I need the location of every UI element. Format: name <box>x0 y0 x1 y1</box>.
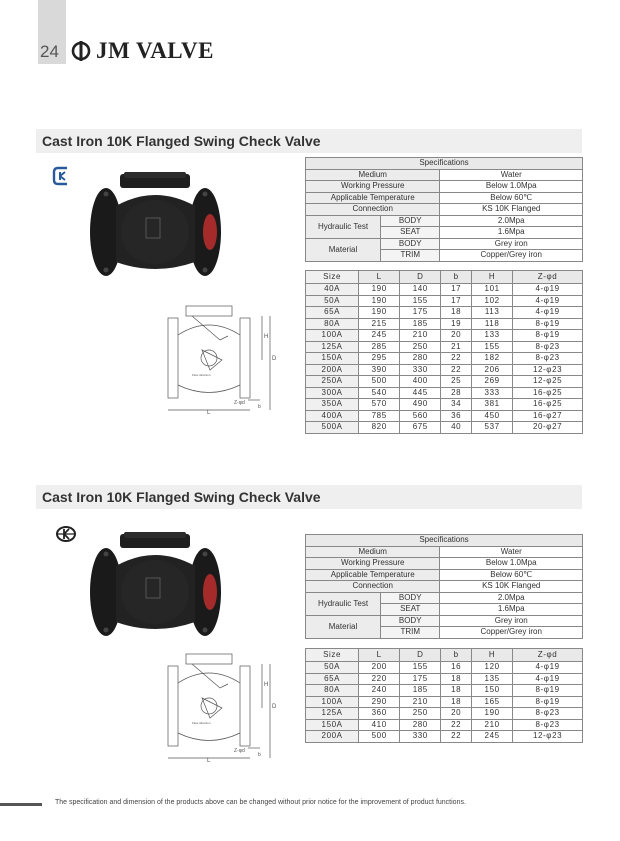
column-header: D <box>400 271 441 284</box>
table-cell: 785 <box>359 410 400 422</box>
drawing-label-h: H <box>264 334 269 340</box>
spec-value: Below 60℃ <box>440 192 583 204</box>
table-cell: 25 <box>441 376 472 388</box>
table-cell: 22 <box>441 353 472 365</box>
spec-table <box>305 157 583 262</box>
table-cell: 285 <box>359 341 400 353</box>
table-cell: 19 <box>441 318 472 330</box>
table-cell: 155 <box>400 295 441 307</box>
table-cell: 250A <box>306 376 359 388</box>
table-cell: 4-φ19 <box>513 307 583 319</box>
spec-value: KS 10K Flanged <box>440 204 583 216</box>
table-row <box>306 364 583 376</box>
column-header: D <box>400 649 441 662</box>
table-cell: 120 <box>472 662 513 674</box>
table-cell: 675 <box>400 422 441 434</box>
dimension-table <box>305 270 583 434</box>
table-cell: 65A <box>306 673 359 685</box>
valve-dimension-drawing <box>162 648 302 763</box>
column-header: L <box>359 271 400 284</box>
column-header: b <box>441 271 472 284</box>
table-row <box>306 307 583 319</box>
table-cell: 80A <box>306 318 359 330</box>
table-cell: 22 <box>441 719 472 731</box>
spec-value: 2.0Mpa <box>440 592 583 604</box>
table-row <box>306 376 583 388</box>
table-cell: 8-φ19 <box>513 318 583 330</box>
table-cell: 12-φ23 <box>513 364 583 376</box>
table-row <box>306 731 583 743</box>
table-cell: 190 <box>359 284 400 296</box>
table-cell: 450 <box>472 410 513 422</box>
table-cell: 118 <box>472 318 513 330</box>
section-title: Cast Iron 10K Flanged Swing Check Valve <box>42 133 321 149</box>
table-cell: 20-φ27 <box>513 422 583 434</box>
table-row <box>306 410 583 422</box>
table-row <box>306 353 583 365</box>
table-cell: 560 <box>400 410 441 422</box>
drawing-label-zd: Z-φd <box>234 400 245 406</box>
page-number: 24 <box>40 42 59 61</box>
table-cell: 17 <box>441 284 472 296</box>
table-cell: 8-φ23 <box>513 719 583 731</box>
table-cell: 240 <box>359 685 400 697</box>
column-header: H <box>472 649 513 662</box>
table-row <box>306 673 583 685</box>
table-cell: 12-φ23 <box>513 731 583 743</box>
table-row <box>306 422 583 434</box>
table-row <box>306 330 583 342</box>
table-cell: 445 <box>400 387 441 399</box>
table-cell: 381 <box>472 399 513 411</box>
table-header-row <box>306 649 583 662</box>
table-cell: 18 <box>441 673 472 685</box>
table-cell: 300A <box>306 387 359 399</box>
ks-mark-icon <box>55 524 77 544</box>
column-header: Size <box>306 271 359 284</box>
dimension-table <box>305 648 583 743</box>
table-cell: 20 <box>441 708 472 720</box>
table-cell: 290 <box>359 696 400 708</box>
table-cell: 210 <box>472 719 513 731</box>
spec-label: Material <box>306 615 381 638</box>
table-cell: 155 <box>400 662 441 674</box>
table-cell: 490 <box>400 399 441 411</box>
spec-label: Applicable Temperature <box>306 192 440 204</box>
table-cell: 125A <box>306 708 359 720</box>
table-cell: 8-φ19 <box>513 685 583 697</box>
spec-value: Water <box>440 546 583 558</box>
column-header: H <box>472 271 513 284</box>
spec-sublabel: BODY <box>381 592 440 604</box>
table-cell: 101 <box>472 284 513 296</box>
table-cell: 210 <box>400 330 441 342</box>
footer-note: The specification and dimension of the products above can be changed without prior notice for the improvement of product functions. <box>55 799 466 806</box>
table-cell: 165 <box>472 696 513 708</box>
valve-photo <box>88 530 223 640</box>
table-cell: 65A <box>306 307 359 319</box>
drawing-label-d: D <box>272 356 277 362</box>
table-cell: 22 <box>441 731 472 743</box>
column-header: L <box>359 649 400 662</box>
table-cell: 269 <box>472 376 513 388</box>
spec-label: Connection <box>306 581 440 593</box>
spec-value: 2.0Mpa <box>440 215 583 227</box>
column-header: b <box>441 649 472 662</box>
table-cell: 36 <box>441 410 472 422</box>
table-cell: 820 <box>359 422 400 434</box>
table-cell: 50A <box>306 662 359 674</box>
table-cell: 175 <box>400 673 441 685</box>
drawing-label-d: D <box>272 704 277 710</box>
table-cell: 190 <box>359 295 400 307</box>
table-row <box>306 284 583 296</box>
table-cell: 200A <box>306 731 359 743</box>
table-header-row <box>306 271 583 284</box>
table-cell: 185 <box>400 318 441 330</box>
table-cell: 125A <box>306 341 359 353</box>
brand-name: JM VALVE <box>96 38 214 63</box>
spec-heading: Specifications <box>306 158 583 170</box>
table-cell: 330 <box>400 731 441 743</box>
spec-label: Applicable Temperature <box>306 569 440 581</box>
table-cell: 400A <box>306 410 359 422</box>
table-cell: 400 <box>400 376 441 388</box>
drawing-label-b: b <box>258 752 261 758</box>
table-cell: 18 <box>441 685 472 697</box>
table-cell: 333 <box>472 387 513 399</box>
table-cell: 80A <box>306 685 359 697</box>
column-header: Z-φd <box>513 649 583 662</box>
table-cell: 150A <box>306 353 359 365</box>
table-cell: 16-φ25 <box>513 399 583 411</box>
valve-logo-icon <box>70 40 92 62</box>
drawing-label-flow: Flow direction <box>192 373 211 377</box>
table-cell: 245 <box>359 330 400 342</box>
spec-table <box>305 534 583 639</box>
table-cell: 8-φ23 <box>513 708 583 720</box>
table-cell: 140 <box>400 284 441 296</box>
spec-value: Copper/Grey iron <box>440 250 583 262</box>
table-cell: 280 <box>400 353 441 365</box>
spec-value: Copper/Grey iron <box>440 627 583 639</box>
table-cell: 210 <box>400 696 441 708</box>
spec-value: Grey iron <box>440 238 583 250</box>
spec-sublabel: BODY <box>381 615 440 627</box>
table-cell: 280 <box>400 719 441 731</box>
spec-heading: Specifications <box>306 535 583 547</box>
column-header: Z-φd <box>513 271 583 284</box>
spec-sublabel: TRIM <box>381 250 440 262</box>
table-row <box>306 719 583 731</box>
spec-sublabel: BODY <box>381 238 440 250</box>
table-cell: 40 <box>441 422 472 434</box>
table-cell: 8-φ19 <box>513 330 583 342</box>
spec-value: Below 60℃ <box>440 569 583 581</box>
spec-value: Below 1.0Mpa <box>440 558 583 570</box>
table-cell: 18 <box>441 696 472 708</box>
table-row <box>306 685 583 697</box>
table-cell: 206 <box>472 364 513 376</box>
table-cell: 185 <box>400 685 441 697</box>
table-cell: 500 <box>359 731 400 743</box>
table-cell: 570 <box>359 399 400 411</box>
spec-label: Working Pressure <box>306 558 440 570</box>
table-cell: 102 <box>472 295 513 307</box>
spec-sublabel: SEAT <box>381 227 440 239</box>
spec-label: Medium <box>306 546 440 558</box>
table-cell: 8-φ23 <box>513 341 583 353</box>
table-cell: 150 <box>472 685 513 697</box>
table-cell: 200A <box>306 364 359 376</box>
table-cell: 295 <box>359 353 400 365</box>
spec-value: Grey iron <box>440 615 583 627</box>
drawing-label-l: L <box>207 758 211 763</box>
table-cell: 21 <box>441 341 472 353</box>
table-cell: 12-φ25 <box>513 376 583 388</box>
table-cell: 4-φ19 <box>513 295 583 307</box>
table-cell: 250 <box>400 341 441 353</box>
table-cell: 16-φ25 <box>513 387 583 399</box>
table-cell: 4-φ19 <box>513 284 583 296</box>
table-cell: 175 <box>400 307 441 319</box>
table-cell: 220 <box>359 673 400 685</box>
spec-sublabel: SEAT <box>381 604 440 616</box>
footer-bar <box>0 803 42 806</box>
table-cell: 250 <box>400 708 441 720</box>
spec-label: Hydraulic Test <box>306 215 381 238</box>
table-cell: 8-φ23 <box>513 353 583 365</box>
table-cell: 245 <box>472 731 513 743</box>
table-cell: 390 <box>359 364 400 376</box>
brand-logo <box>70 38 214 64</box>
table-cell: 537 <box>472 422 513 434</box>
table-cell: 155 <box>472 341 513 353</box>
table-cell: 410 <box>359 719 400 731</box>
valve-photo <box>88 170 223 280</box>
section-title: Cast Iron 10K Flanged Swing Check Valve <box>42 489 321 505</box>
spec-label: Hydraulic Test <box>306 592 381 615</box>
table-row <box>306 387 583 399</box>
table-cell: 100A <box>306 330 359 342</box>
spec-value: 1.6Mpa <box>440 227 583 239</box>
table-cell: 16-φ27 <box>513 410 583 422</box>
table-cell: 113 <box>472 307 513 319</box>
table-cell: 540 <box>359 387 400 399</box>
table-cell: 100A <box>306 696 359 708</box>
spec-label: Medium <box>306 169 440 181</box>
table-cell: 200 <box>359 662 400 674</box>
table-cell: 215 <box>359 318 400 330</box>
table-cell: 500 <box>359 376 400 388</box>
drawing-label-h: H <box>264 682 269 688</box>
table-cell: 17 <box>441 295 472 307</box>
spec-sublabel: BODY <box>381 215 440 227</box>
table-cell: 133 <box>472 330 513 342</box>
table-cell: 18 <box>441 307 472 319</box>
drawing-label-l: L <box>207 410 211 415</box>
table-cell: 350A <box>306 399 359 411</box>
table-cell: 28 <box>441 387 472 399</box>
table-cell: 22 <box>441 364 472 376</box>
table-cell: 20 <box>441 330 472 342</box>
table-cell: 182 <box>472 353 513 365</box>
table-row <box>306 341 583 353</box>
spec-value: 1.6Mpa <box>440 604 583 616</box>
table-cell: 190 <box>472 708 513 720</box>
table-cell: 16 <box>441 662 472 674</box>
table-row <box>306 696 583 708</box>
table-row <box>306 662 583 674</box>
table-row <box>306 399 583 411</box>
drawing-label-flow: Flow direction <box>192 721 211 725</box>
spec-label: Material <box>306 238 381 261</box>
table-cell: 135 <box>472 673 513 685</box>
spec-sublabel: TRIM <box>381 627 440 639</box>
table-cell: 34 <box>441 399 472 411</box>
spec-value: Below 1.0Mpa <box>440 181 583 193</box>
table-cell: 500A <box>306 422 359 434</box>
valve-dimension-drawing <box>162 300 302 415</box>
table-cell: 50A <box>306 295 359 307</box>
column-header: Size <box>306 649 359 662</box>
table-cell: 8-φ19 <box>513 696 583 708</box>
table-cell: 4-φ19 <box>513 673 583 685</box>
spec-value: KS 10K Flanged <box>440 581 583 593</box>
table-row <box>306 295 583 307</box>
table-cell: 40A <box>306 284 359 296</box>
table-cell: 4-φ19 <box>513 662 583 674</box>
table-row <box>306 318 583 330</box>
table-cell: 150A <box>306 719 359 731</box>
table-cell: 330 <box>400 364 441 376</box>
spec-value: Water <box>440 169 583 181</box>
drawing-label-b: b <box>258 404 261 410</box>
kc-mark-icon <box>52 165 72 187</box>
drawing-label-zd: Z-φd <box>234 748 245 754</box>
table-cell: 190 <box>359 307 400 319</box>
table-cell: 360 <box>359 708 400 720</box>
spec-label: Working Pressure <box>306 181 440 193</box>
spec-label: Connection <box>306 204 440 216</box>
table-row <box>306 708 583 720</box>
